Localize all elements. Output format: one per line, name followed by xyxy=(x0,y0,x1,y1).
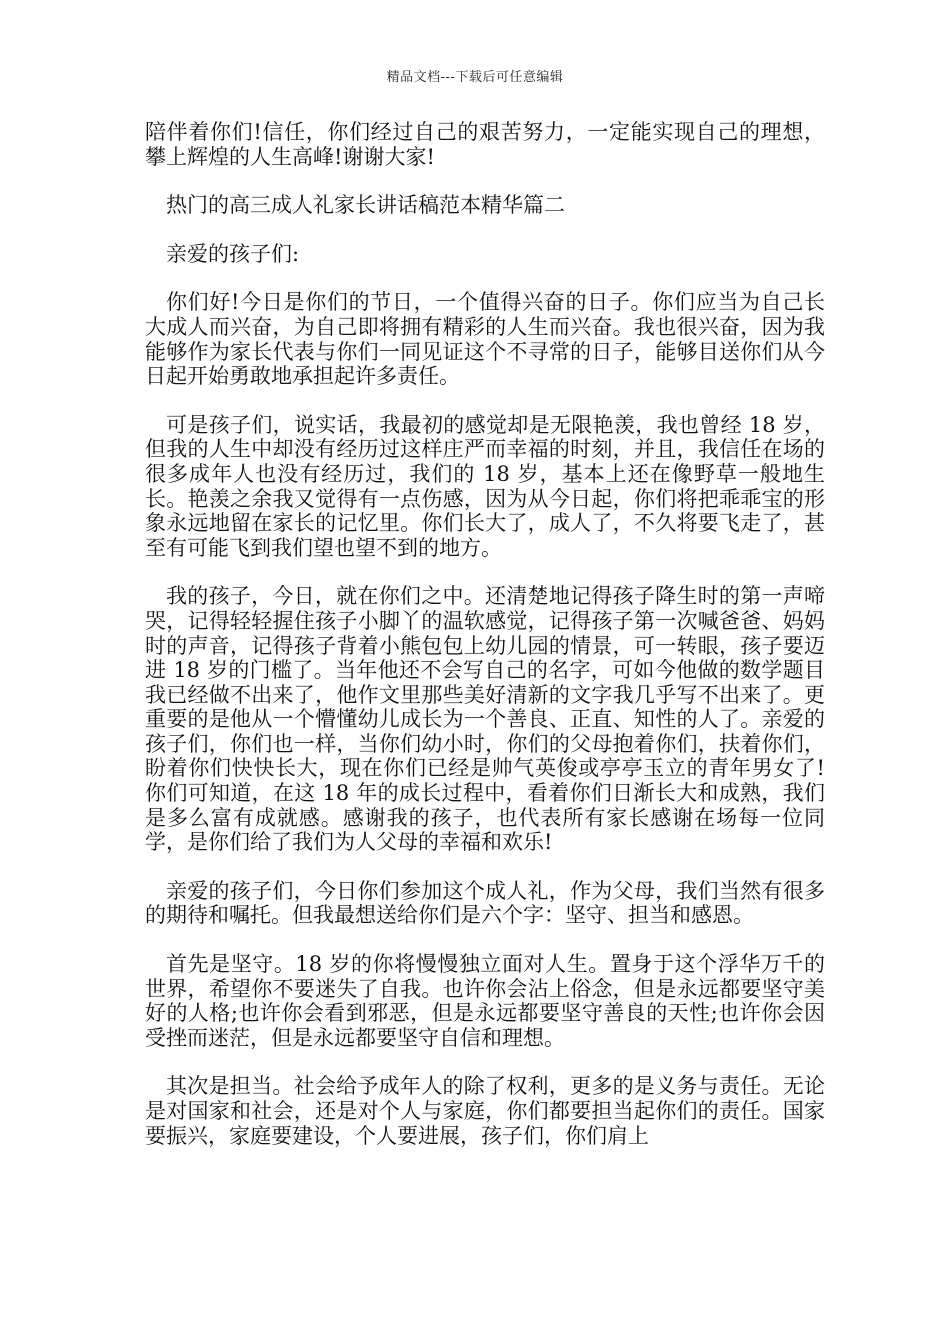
body-paragraph: 首先是坚守。18 岁的你将慢慢独立面对人生。置身于这个浮华万千的世界，希望你不要迷失了自我。也许你会沾上俗念，但是永远都要坚守美好的人格;也许你会看到邪恶，但是永远都要坚守善良的天性;也许你会因受挫而迷茫，但是永远都要坚守自信和理想。 xyxy=(145,952,825,1050)
body-paragraph: 你们好!今日是你们的节日，一个值得兴奋的日子。你们应当为自己长大成人而兴奋，为自己即将拥有精彩的人生而兴奋。我也很兴奋，因为我能够作为家长代表与你们一同见证这个不寻常的日子，能够目送你们从今日起开始勇敢地承担起许多责任。 xyxy=(145,290,825,389)
salutation: 亲爱的孩子们: xyxy=(166,241,300,266)
body-paragraph: 其次是担当。社会给予成年人的除了权利，更多的是义务与责任。无论是对国家和社会，还是对个人与家庭，你们都要担当起你们的责任。国家要振兴，家庭要建设，个人要进展，孩子们，你们肩上 xyxy=(145,1074,825,1148)
body-paragraph: 可是孩子们，说实话，我最初的感觉却是无限艳羡，我也曾经 18 岁，但我的人生中却没有经历过这样庄严而幸福的时刻，并且，我信任在场的很多成年人也没有经历过，我们的 18 岁，基本上还在像野草一般地生长。艳羡之余我又觉得有一点伤感，因为从今日起，你们将把乖乖宝的形象永远地留在家长的记忆里。你们长大了，成人了，不久将要飞走了，甚至有可能飞到我们望也望不到的地方。 xyxy=(145,412,825,560)
page-header: 精品文档---下载后可任意编辑 xyxy=(386,70,564,85)
continuation-paragraph: 陪伴着你们!信任，你们经过自己的艰苦努力，一定能实现自己的理想，攀上辉煌的人生高峰!谢谢大家! xyxy=(145,120,825,169)
document-body xyxy=(145,120,825,1148)
body-paragraph: 亲爱的孩子们，今日你们参加这个成人礼，作为父母，我们当然有很多的期待和嘱托。但我最想送给你们是六个字：坚守、担当和感恩。 xyxy=(145,878,825,928)
body-paragraph: 我的孩子，今日，就在你们之中。还清楚地记得孩子降生时的第一声啼哭，记得轻轻握住孩子小脚丫的温软感觉，记得孩子第一次喊爸爸、妈妈时的声音，记得孩子背着小熊包包上幼儿园的情景，可一转眼，孩子要迈进 18 岁的门槛了。当年他还不会写自己的名字，可如今他做的数学题目我已经做不出来了，他作文里那些美好清新的文字我几乎写不出来了。更重要的是他从一个懵懂幼儿成长为一个善良、正直、知性的人了。亲爱的孩子们，你们也一样，当你们幼小时，你们的父母抱着你们，扶着你们，盼着你们快快长大，现在你们已经是帅气英俊或亭亭玉立的青年男女了!你们可知道，在这 18 年的成长过程中，看着你们日渐长大和成熟，我们是多么富有成就感。感谢我的孩子，也代表所有家长感谢在场每一位同学，是你们给了我们为人父母的幸福和欢乐! xyxy=(145,584,825,855)
section-title: 热门的高三成人礼家长讲话稿范本精华篇二 xyxy=(166,193,565,218)
